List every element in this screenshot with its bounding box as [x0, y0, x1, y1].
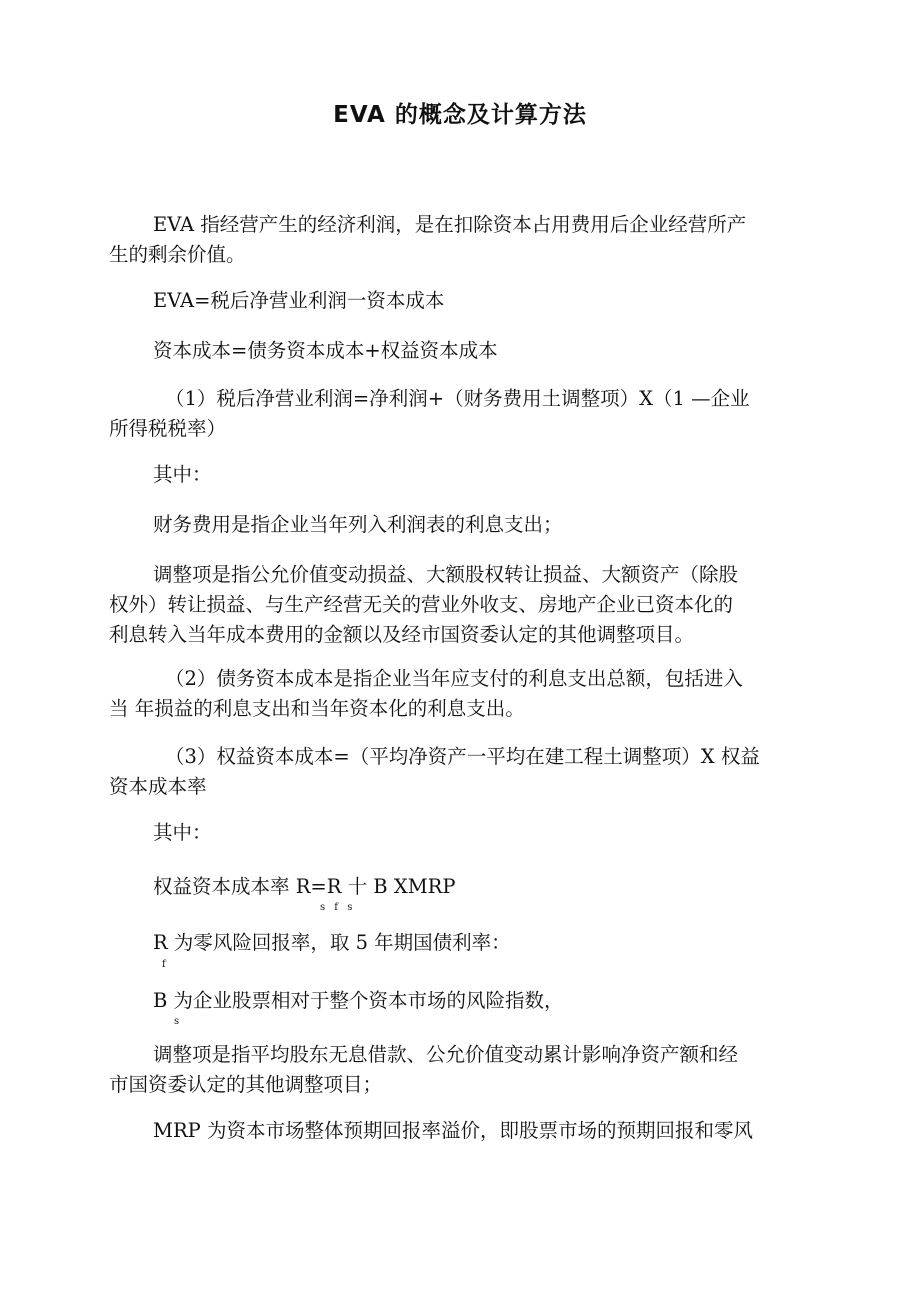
text-line: 财务费用是指企业当年列入利润表的利息支出；	[153, 513, 563, 536]
text-line: 资本成本=债务资本成本+权益资本成本	[153, 339, 498, 362]
text-line: （2）债务资本成本是指企业当年应支付的利息支出总额，包括进入	[165, 667, 743, 690]
text-line: 资本成本率	[109, 775, 207, 798]
formula-subscript-s: s	[174, 1016, 183, 1027]
text-line: R 为零风险回报率，取 5 年期国债利率：	[153, 931, 511, 954]
text-line: 其中：	[153, 821, 212, 844]
text-line: （3）权益资本成本=（平均净资产一平均在建工程土调整项）X 权益	[165, 745, 760, 768]
text-line: 调整项是指公允价值变动损益、大额股权转让损益、大额资产（除股	[153, 563, 739, 586]
text-line: EVA=税后净营业利润一资本成本	[153, 289, 445, 312]
paragraph-where-2	[109, 818, 809, 848]
paragraph-equity-rate-formula	[109, 872, 809, 902]
text-line: 权益资本成本率 R=R 十 B XMRP	[153, 875, 456, 898]
paragraph-nopat-formula	[109, 384, 809, 444]
paragraph-equity-adjustment-items	[109, 1040, 809, 1100]
paragraph-mrp	[109, 1116, 809, 1146]
text-line: 生的剩余价值。	[109, 243, 246, 266]
text-line: EVA 指经营产生的经济利润，是在扣除资本占用费用后企业经营所产	[153, 213, 747, 236]
formula-subscripts: s f s	[320, 902, 356, 913]
formula-subscript-f: f	[162, 959, 169, 970]
paragraph-beta	[109, 986, 809, 1016]
text-line: MRP 为资本市场整体预期回报率溢价，即股票市场的预期回报和零风	[153, 1119, 753, 1142]
paragraph-equity-capital-cost	[109, 742, 809, 802]
paragraph-capital-cost-formula	[109, 336, 809, 366]
document-title: EVA 的概念及计算方法	[333, 102, 587, 128]
paragraph-eva-formula	[109, 286, 809, 316]
text-line: B 为企业股票相对于整个资本市场的风险指数，	[153, 989, 564, 1012]
paragraph-debt-capital-cost	[109, 664, 809, 724]
paragraph-financial-expense	[109, 510, 809, 540]
text-line: 当 年损益的利息支出和当年资本化的利息支出。	[109, 697, 525, 720]
text-line: 其中：	[153, 463, 212, 486]
text-line: 权外）转让损益、与生产经营无关的营业外收支、房地产企业已资本化的	[109, 593, 734, 616]
paragraph-where-1	[109, 460, 809, 490]
paragraph-risk-free-rate	[109, 928, 809, 958]
text-line: 市国资委认定的其他调整项目；	[109, 1073, 383, 1096]
paragraph-adjustment-items	[109, 560, 809, 650]
text-line: （1）税后净营业利润=净利润+（财务费用土调整项）X（1 —企业	[165, 387, 750, 410]
text-line: 调整项是指平均股东无息借款、公允价值变动累计影响净资产额和经	[153, 1043, 739, 1066]
text-line: 所得税税率）	[109, 417, 227, 440]
text-line: 利息转入当年成本费用的金额以及经市国资委认定的其他调整项目。	[109, 623, 695, 646]
paragraph-eva-definition	[109, 210, 809, 270]
